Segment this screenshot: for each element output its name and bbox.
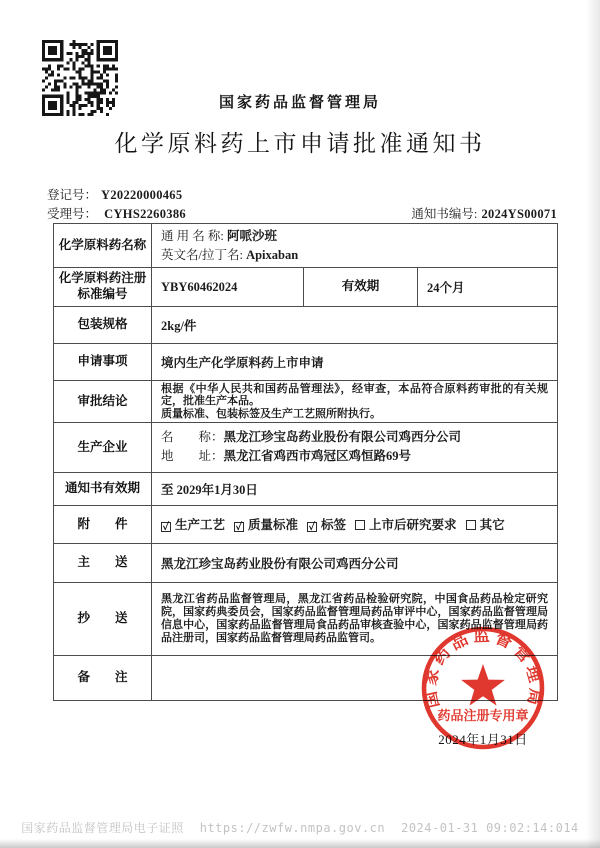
seal-stamp-text: 药品注册专用章: [437, 708, 529, 723]
table-row-conclusion: [54, 381, 558, 423]
standard-no-value: YBY60462024: [152, 268, 304, 307]
validity-value: 24个月: [418, 268, 558, 307]
checked-checkbox-icon: ✓: [308, 522, 316, 534]
footer-certificate-line: [0, 819, 600, 836]
english-name-value: Apixaban: [246, 247, 299, 262]
manufacturer-address-label: 地 址：: [161, 449, 224, 464]
footer-timestamp: 2024-01-31 09:02:14:014: [401, 821, 579, 835]
attachments-label: 附 件: [54, 505, 152, 543]
manufacturer-address-value: 黑龙江省鸡西市鸡冠区鸡恒路69号: [223, 449, 412, 464]
attachments-list: [152, 505, 558, 543]
attachment-item: [466, 518, 505, 532]
standard-no-label: 化学原料药注册标准编号: [54, 268, 152, 307]
document-title: 化学原料药上市申请批准通知书: [114, 131, 486, 156]
seal-date: 2024年1月31日: [438, 732, 528, 747]
notice-number-line: [411, 205, 557, 224]
acceptance-number-label: 受理号：: [47, 207, 98, 221]
meta-numbers: [47, 186, 557, 224]
attachment-name: 标签: [321, 518, 347, 533]
conclusion-label: 审批结论: [54, 381, 152, 423]
table-row-application: [54, 344, 558, 381]
unchecked-checkbox-icon: [355, 520, 365, 530]
application-value: 境内生产化学原料药上市申请: [152, 344, 558, 381]
seal-star-icon: [461, 664, 505, 706]
manufacturer-name-value: 黑龙江珍宝岛药业股份有限公司鸡西分公司: [223, 430, 462, 445]
attachment-item: [307, 518, 346, 532]
conclusion-value: [152, 381, 558, 423]
cc-label: 抄 送: [54, 582, 152, 655]
validity-period-label: 通知书有效期: [54, 472, 152, 505]
notice-number-value: 2024YS00071: [481, 207, 557, 221]
manufacturer-label: 生产企业: [54, 422, 152, 472]
attachment-name: 质量标准: [248, 518, 299, 533]
attachment-name: 上市后研究要求: [369, 518, 457, 533]
drug-name-value: [152, 224, 558, 268]
unchecked-checkbox-icon: [466, 520, 476, 530]
attachment-item: [161, 518, 225, 532]
registration-number-label: 登记号：: [47, 188, 98, 202]
acceptance-number-value: CYHS2260386: [104, 207, 186, 221]
validity-period-value: 至 2029年1月30日: [152, 472, 558, 505]
cc-value: 黑龙江省药品监督管理局，黑龙江省药品检验研究院，中国食品药品检定研究院，国家药典委员会，国家药品监督管理局药品审评中心，国家药品监督管理局信息中心，国家药品监督管理局食品药品审核查验中心，国家药品监督管理局药品注册司，国家药品监督管理局药品监管司。: [152, 582, 558, 655]
package-label: 包装规格: [54, 307, 152, 344]
application-label: 申请事项: [54, 344, 152, 381]
notice-number-label: 通知书编号:: [411, 207, 478, 221]
footer-issuer: 国家药品监督管理局电子证照: [21, 821, 184, 835]
conclusion-line1: 根据《中华人民共和国药品管理法》，经审查，本品符合原料药审批的有关规定，批准生产本品。: [161, 383, 548, 408]
registration-number-value: Y20220000465: [101, 188, 183, 202]
table-row-attachments: [54, 505, 558, 543]
english-name-label: 英文名/拉丁名:: [161, 247, 243, 262]
table-row-validity-period: [54, 472, 558, 505]
attachment-item: [234, 518, 298, 532]
seal-arc-text: 国家药品监督管理局: [420, 625, 546, 711]
page-edge-bottom: [0, 839, 600, 848]
registration-number-line: [47, 186, 557, 205]
attachment-item: [355, 518, 457, 532]
package-value: 2kg/件: [152, 307, 558, 344]
conclusion-line2: 质量标准、包装标签及生产工艺照所附执行。: [161, 407, 381, 420]
main-recipient-label: 主 送: [54, 543, 152, 582]
manufacturer-value: [152, 422, 558, 472]
remarks-label: 备 注: [54, 655, 152, 700]
manufacturer-name-label: 名 称：: [161, 430, 224, 445]
attachment-name: 其它: [479, 518, 505, 533]
footer-url: https://zwfw.nmpa.gov.cn: [199, 821, 386, 835]
acceptance-number-line: [47, 205, 186, 224]
agency-name: 国家药品监督管理局: [218, 94, 381, 111]
checked-checkbox-icon: ✓: [235, 522, 243, 534]
table-row-manufacturer: [54, 422, 558, 472]
validity-label: 有效期: [304, 268, 418, 307]
drug-name-label: 化学原料药名称: [54, 224, 152, 268]
table-row-package: [54, 307, 558, 344]
checked-checkbox-icon: ✓: [162, 522, 170, 534]
attachment-name: 生产工艺: [175, 518, 226, 533]
generic-name-label: 通 用 名 称:: [161, 228, 224, 243]
table-row-main-recipient: [54, 543, 558, 582]
main-recipient-value: 黑龙江珍宝岛药业股份有限公司鸡西分公司: [152, 543, 558, 582]
official-seal-stamp: [418, 623, 548, 753]
table-row-standard-no: [54, 268, 558, 307]
table-row-drug-name: [54, 224, 558, 268]
generic-name-value: 阿哌沙班: [226, 228, 277, 243]
